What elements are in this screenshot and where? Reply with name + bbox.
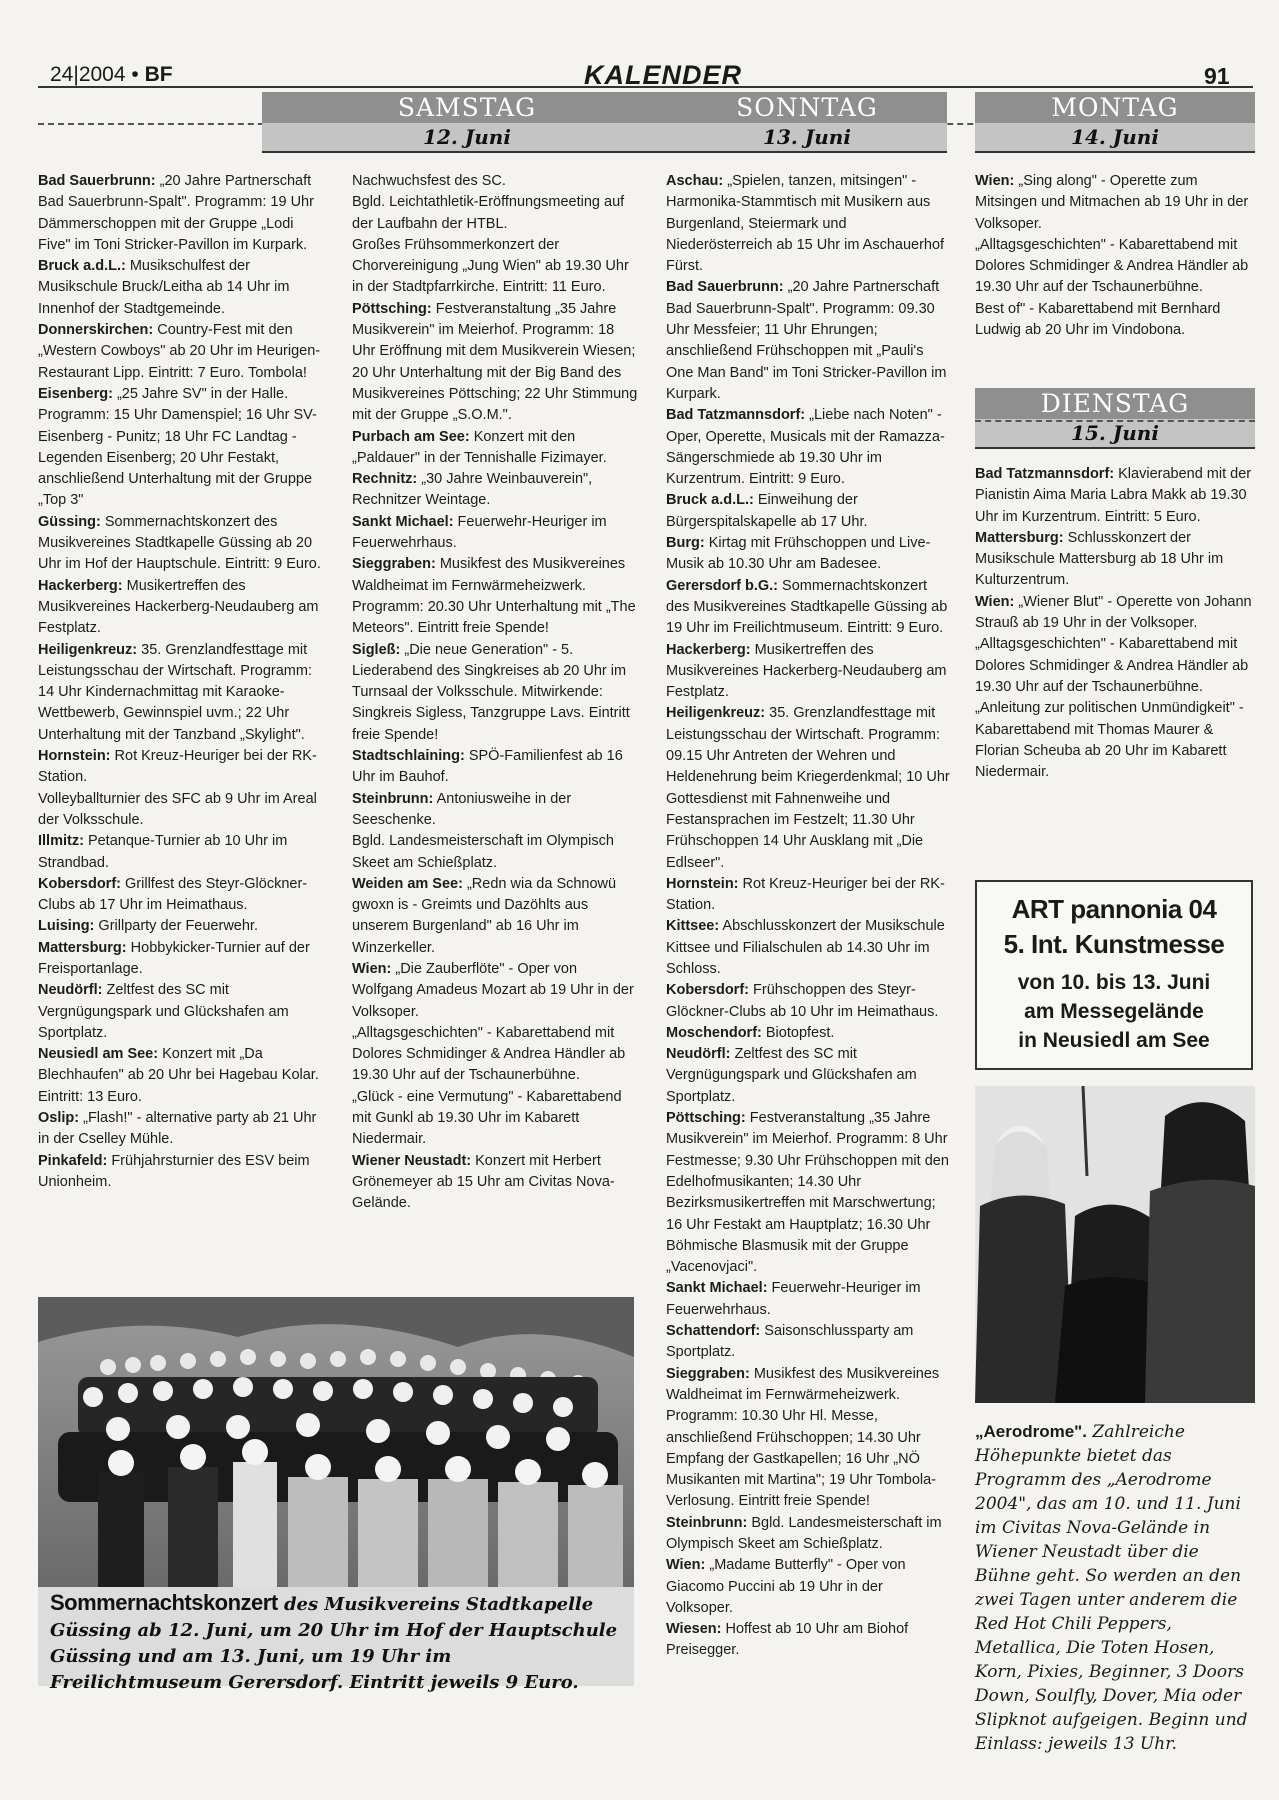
entry-place: Bruck a.d.L.: xyxy=(666,492,754,509)
entry-place: Aschau: xyxy=(666,173,724,189)
entry-place: Sankt Michael: xyxy=(352,513,454,530)
art-subtitle: 5. Int. Kunstmesse xyxy=(1003,929,1225,959)
entry-text: „Spielen, tanzen, mitsingen" - Harmonika-Stammtisch mit Musikern aus Burgenland, Steiermark und Niederösterreich ab 15 Uhr im Aschauerhof Fürst. xyxy=(666,173,945,275)
entry-text: Petanque-Turnier ab 10 Uhr im Strandbad. xyxy=(38,833,288,871)
calendar-entry xyxy=(38,1108,325,1151)
entry-text: Musikertreffen des Musikvereines Hackerberg-Neudauberg am Festplatz. xyxy=(666,641,947,701)
entry-text: Grillparty der Feuerwehr. xyxy=(94,918,258,935)
calendar-entry xyxy=(666,1555,952,1619)
entry-text: „Anleitung zur politischen Unmündigkeit" - Kabarettabend mit Thomas Maurer & Florian Scheuba ab 20 Uhr im Kabarett Niedermair. xyxy=(975,700,1244,781)
entry-text: „25 Jahre SV" in der Halle. Programm: 15 Uhr Damenspiel; 16 Uhr SV-Eisenberg - Punitz; 18 Uhr FC Landtag - Legenden Eisenberg; 20 Uhr Festakt, anschließend Unterhaltung mit der Gruppe „Top 3" xyxy=(38,385,317,509)
entry-place: Bad Sauerbrunn: xyxy=(666,279,784,296)
entry-place: Steinbrunn: xyxy=(666,1514,748,1531)
entry-text: Zeltfest des SC mit Vergnügungspark und Glückshafen am Sportplatz. xyxy=(666,1046,917,1105)
day-date: 15. Juni xyxy=(975,419,1255,449)
entry-place: Luising: xyxy=(38,918,95,935)
calendar-entry xyxy=(352,171,638,192)
calendar-entry xyxy=(975,464,1253,528)
entry-place: Hornstein: xyxy=(666,875,739,892)
entry-place: Wien: xyxy=(975,173,1015,189)
entry-place: Bruck a.d.L.: xyxy=(38,258,126,275)
aerodrome-caption-headline: „Aerodrome". xyxy=(975,1422,1087,1441)
calendar-entry xyxy=(975,698,1253,783)
entry-place: Pöttsching: xyxy=(666,1110,746,1127)
section-title: KALENDER xyxy=(584,60,743,90)
calendar-entry xyxy=(38,384,325,512)
calendar-entry xyxy=(38,640,325,746)
entry-text: Festveranstaltung „35 Jahre Musikverein" im Meierhof. Programm: 8 Uhr Festmesse; 9.30 Uhr Frühschoppen mit den Edelhofmusikanten; 14.30 Uhr Bezirksmusikertreffen mit Marschwertung; 16 Uhr Festakt am Hauptplatz; 16.30 Uhr Böhmische Blasmusik mit der Gruppe „Vacenovjaci". xyxy=(666,1110,949,1276)
entry-place: Oslip: xyxy=(38,1110,80,1127)
entry-text: Bgld. Leichtathletik-Eröffnungsmeeting auf der Laufbahn der HTBL. xyxy=(352,194,625,232)
calendar-entry xyxy=(666,916,952,980)
banner-dashed-rule-dienstag xyxy=(975,420,1255,422)
entry-place: Wien: xyxy=(975,593,1015,610)
entry-place: Kittsee: xyxy=(666,918,720,935)
entry-text: „Alltagsgeschichten" - Kabarettabend mit Dolores Schmidinger & Andrea Händler ab 19.30 Uhr auf der Tschaunerbühne. xyxy=(975,236,1249,296)
entry-text: Bgld. Landesmeisterschaft im Olympisch Skeet am Schießplatz. xyxy=(352,833,614,871)
calendar-entry xyxy=(975,634,1253,698)
calendar-entry xyxy=(38,789,325,832)
calendar-entry xyxy=(666,1023,952,1044)
entry-place: Stadtschlaining: xyxy=(352,748,465,765)
entry-text: Konzert mit Herbert Grönemeyer ab 15 Uhr am Civitas Nova-Gelände. xyxy=(352,1152,615,1212)
entry-place: Bad Tatzmannsdorf: xyxy=(975,466,1115,482)
entry-text: Bgld. Landesmeisterschaft im Olympisch Skeet am Schießplatz. xyxy=(666,1514,942,1552)
calendar-entry xyxy=(38,916,325,937)
entry-text: Musikertreffen des Musikvereines Hackerberg-Neudauberg am Festplatz. xyxy=(38,577,319,637)
calendar-entry xyxy=(352,1023,638,1087)
entry-text: 35. Grenzlandfesttage mit Leistungsschau der Wirtschaft. Programm: 14 Uhr Kindernachmittag mit Karaoke-Wettbewerb, Gewinnspiel uvm.; 22 Uhr Unterhaltung mit der Tanzband „Skylight". xyxy=(38,641,312,743)
aerodrome-caption-text: Zahlreiche Höhepunkte bietet das Programm des „Aerodrome 2004", das am 10. und 11. Juni im Civitas Nova-Gelände in Wiener Neustadt über die Bühne geht. So werden an den zwei Tagen unter anderem die Red Hot Chili Peppers, Metallica, Die Toten Hosen, Korn, Pixies, Beginner, 3 Doors Down, Soulfly, Dover, Mia oder Slipknot aufgeigen. Beginn und Einlass: jeweils 13 Uhr. xyxy=(975,1422,1248,1754)
calendar-entry xyxy=(666,533,952,576)
entry-text: Antoniusweihe in der Seeschenke. xyxy=(352,790,572,828)
calendar-entry xyxy=(352,235,638,299)
calendar-entry xyxy=(352,831,638,874)
calendar-entry xyxy=(666,1364,952,1513)
calendar-entry xyxy=(666,640,952,704)
calendar-entry xyxy=(666,171,952,277)
entry-place: Mattersburg: xyxy=(38,939,127,956)
entry-text: Frühschoppen des Steyr-Glöckner-Clubs ab 10 Uhr im Heimathaus. xyxy=(666,982,939,1020)
entry-place: Burg: xyxy=(666,535,705,552)
entry-place: Hackerberg: xyxy=(38,577,123,594)
calendar-entry xyxy=(666,1044,952,1108)
entry-place: Kobersdorf: xyxy=(38,875,121,892)
calendar-entry xyxy=(666,405,952,490)
entry-text: Hobbykicker-Turnier auf der Freisportanlage. xyxy=(38,939,310,977)
page-number: 91 xyxy=(1204,63,1230,89)
calendar-entry xyxy=(352,554,638,639)
musikverein-caption xyxy=(50,1590,624,1696)
entry-text: „Alltagsgeschichten" - Kabarettabend mit Dolores Schmidinger & Andrea Händler ab 19.30 Uhr auf der Tschaunerbühne. xyxy=(352,1024,626,1084)
entry-text: Einweihung der Bürgerspitalskapelle ab 17 Uhr. xyxy=(666,492,868,530)
entry-place: Heiligenkreuz: xyxy=(666,705,766,722)
aerodrome-photo xyxy=(975,1086,1255,1403)
entry-place: Güssing: xyxy=(38,513,101,530)
calendar-entry xyxy=(352,512,638,555)
calendar-entry xyxy=(352,1087,638,1151)
day-date: 12. Juni xyxy=(262,123,672,153)
calendar-entry xyxy=(666,1108,952,1278)
calendar-entry xyxy=(38,980,325,1044)
calendar-entry xyxy=(38,320,325,384)
entry-place: Wien: xyxy=(352,960,392,977)
entry-text: Konzert mit den „Paldauer" in der Tennishalle Fizimayer. xyxy=(352,428,607,466)
entry-place: Pinkafeld: xyxy=(38,1152,108,1169)
entry-text: Musikfest des Musikvereines Waldheimat im Fernwärmeheizwerk. Programm: 20.30 Uhr Unterhaltung mit „The Meteors". Eintritt freie Spende! xyxy=(352,556,636,637)
art-date-line: von 10. bis 13. Juni xyxy=(1017,971,1211,994)
entry-place: Sigleß: xyxy=(352,641,401,658)
calendar-entry xyxy=(666,1619,952,1662)
entry-place: Purbach am See: xyxy=(352,428,470,445)
day-banner-montag xyxy=(975,92,1255,153)
entry-text: Frühjahrsturnier des ESV beim Unionheim. xyxy=(38,1152,310,1190)
musikverein-photo xyxy=(38,1297,634,1587)
entry-text: Festveranstaltung „35 Jahre Musikverein" im Meierhof. Programm: 18 Uhr Eröffnung mit dem Musikverein Wiesen; 20 Uhr Unterhaltung mit der Big Band des Musikvereines Pöttsching; 22 Uhr Stimmung mit der Gruppe „S.O.M.". xyxy=(352,300,638,424)
issue-number: 24|2004 xyxy=(50,63,126,86)
entry-text: Sommernachtskonzert des Musikvereines Stadtkapelle Güssing ab 20 Uhr im Hof der Hauptschule. Eintritt: 9 Euro. xyxy=(38,513,321,573)
entry-place: Neudörfl: xyxy=(38,982,103,999)
column-samstag-2 xyxy=(352,171,638,1215)
entry-place: Rechnitz: xyxy=(352,471,418,488)
issue-label xyxy=(50,63,173,87)
day-date: 14. Juni xyxy=(975,123,1255,153)
musikverein-caption-text: des Musikvereins Stadtkapelle Güssing ab 12. Juni, um 20 Uhr im Hof der Hauptschule Güssing und am 13. Juni, um 19 Uhr im Freilichtmuseum Gerersdorf. Eintritt jeweils 9 Euro. xyxy=(50,1594,618,1693)
entry-text: „Sing along" - Operette zum Mitsingen und Mitmachen ab 19 Uhr in der Volksoper. xyxy=(975,173,1249,232)
calendar-entry xyxy=(666,1278,952,1321)
entry-text: „Wiener Blut" - Operette von Johann Strauß ab 19 Uhr in der Volksoper. xyxy=(975,593,1252,632)
entry-place: Sankt Michael: xyxy=(666,1280,768,1297)
entry-text: „30 Jahre Weinbauverein", Rechnitzer Weintage. xyxy=(352,471,593,509)
calendar-entry xyxy=(352,427,638,470)
entry-text: Rot Kreuz-Heuriger bei der RK-Station. xyxy=(666,875,945,914)
entry-text: Volleyballturnier des SFC ab 9 Uhr im Areal der Volksschule. xyxy=(38,790,317,828)
entry-text: Kirtag mit Frühschoppen und Live-Musik ab 10.30 Uhr am Badesee. xyxy=(666,535,931,573)
day-name: SAMSTAG xyxy=(262,92,672,123)
calendar-entry xyxy=(666,490,952,533)
entry-text: „20 Jahre Partnerschaft Bad Sauerbrunn-Spalt". Programm: 19 Uhr Dämmerschoppen mit der Gruppe „Lodi Five" im Toni Stricker-Pavillon im Kurpark. xyxy=(38,173,314,253)
entry-text: Best of" - Kabarettabend mit Bernhard Ludwig ab 20 Uhr im Vindobona. xyxy=(975,300,1221,339)
calendar-entry xyxy=(352,192,638,235)
day-banner-sonntag xyxy=(667,92,947,153)
entry-text: Abschlusskonzert der Musikschule Kittsee und Filialschulen ab 14.30 Uhr im Schloss. xyxy=(666,918,945,977)
calendar-entry xyxy=(352,299,638,427)
calendar-entry xyxy=(352,789,638,832)
column-samstag-1 xyxy=(38,171,325,1193)
entry-text: Saisonschlussparty am Sportplatz. xyxy=(666,1323,914,1361)
calendar-entry xyxy=(352,959,638,1023)
calendar-entry xyxy=(666,277,952,405)
calendar-entry xyxy=(975,528,1253,592)
art-title: ART pannonia 04 xyxy=(1011,894,1217,924)
magazine-name: BF xyxy=(144,63,173,86)
calendar-entry xyxy=(38,1151,325,1194)
calendar-entry xyxy=(666,1321,952,1364)
column-dienstag xyxy=(975,464,1253,783)
entry-text: Musikfest des Musikvereines Waldheimat im Fernwärmeheizwerk. Programm: 10.30 Uhr Hl. Messe, anschließend Frühschoppen; 14.30 Uhr Empfang der Gastkapellen; 16 Uhr „NÖ Musikanten mit Martina"; 19 Uhr Tombola-Verlosung. Eintritt freie Spende! xyxy=(666,1365,940,1510)
column-montag xyxy=(975,171,1253,341)
calendar-entry xyxy=(352,469,638,512)
entry-text: Zeltfest des SC mit Vergnügungspark und Glückshafen am Sportplatz. xyxy=(38,982,289,1041)
entry-place: Bad Sauerbrunn: xyxy=(38,173,156,189)
entry-text: Konzert mit „Da Blechhaufen" ab 20 Uhr bei Hagebau Kolar. Eintritt: 13 Euro. xyxy=(38,1046,319,1105)
art-venue-line: am Messegelände xyxy=(1024,1000,1204,1023)
entry-text: „Liebe nach Noten" - Oper, Operette, Musicals mit der Ramazza-Sängerschmiede ab 19.30 Uhr im Kurzentrum. Eintritt: 9 Euro. xyxy=(666,407,945,488)
entry-text: Nachwuchsfest des SC. xyxy=(352,173,506,189)
calendar-entry xyxy=(38,256,325,320)
entry-text: Großes Frühsommerkonzert der Chorvereinigung „Jung Wien" ab 19.30 Uhr in der Stadtpfarrkirche. Eintritt: 11 Euro. xyxy=(352,236,629,296)
day-name: SONNTAG xyxy=(667,92,947,123)
entry-place: Donnerskirchen: xyxy=(38,322,154,339)
entry-text: Musikschulfest der Musikschule Bruck/Leitha ab 14 Uhr im Innenhof der Stadtgemeinde. xyxy=(38,258,290,317)
entry-text: „Flash!" - alternative party ab 21 Uhr in der Cselley Mühle. xyxy=(38,1110,317,1148)
entry-text: Hoffest ab 10 Uhr am Biohof Preisegger. xyxy=(666,1621,909,1659)
entry-place: Gerersdorf b.G.: xyxy=(666,577,778,594)
musikverein-caption-headline: Sommernachtskonzert xyxy=(50,1590,278,1615)
entry-place: Mattersburg: xyxy=(975,529,1064,546)
entry-text: 35. Grenzlandfesttage mit Leistungsschau der Wirtschaft. Programm: 09.15 Uhr Antreten der Wehren und Heldenehrung beim Kriegerdenkmal; 10 Uhr Gottesdienst mit Fahnenweihe und Festansprachen im Festzelt; 11.30 Uhr Frühschoppen 14 Uhr Ausklang mit „Die Edlseer". xyxy=(666,705,950,871)
entry-text: SPÖ-Familienfest ab 16 Uhr im Bauhof. xyxy=(352,748,623,786)
aerodrome-photo-image xyxy=(975,1086,1255,1403)
calendar-entry xyxy=(666,576,952,640)
issue-bullet: • xyxy=(131,63,139,86)
entry-text: Biotopfest. xyxy=(761,1024,835,1041)
calendar-entry xyxy=(38,746,325,789)
art-town-line: in Neusiedl am See xyxy=(1018,1029,1210,1052)
entry-place: Weiden am See: xyxy=(352,875,463,892)
entry-text: Rot Kreuz-Heuriger bei der RK-Station. xyxy=(38,748,317,786)
entry-text: Country-Fest mit den „Western Cowboys" ab 20 Uhr im Heurigen-Restaurant Lipp. Eintritt: 7 Euro. Tombola! xyxy=(38,322,321,381)
entry-text: Klavierabend mit der Pianistin Aima Maria Labra Makk ab 19.30 Uhr im Kurzentrum. Eintritt: 5 Euro. xyxy=(975,466,1252,525)
day-name: DIENSTAG xyxy=(975,388,1255,419)
entry-place: Eisenberg: xyxy=(38,385,113,402)
calendar-entry xyxy=(975,592,1253,635)
entry-place: Pöttsching: xyxy=(352,300,432,317)
entry-place: Bad Tatzmannsdorf: xyxy=(666,407,806,424)
entry-place: Kobersdorf: xyxy=(666,982,749,999)
entry-place: Wiener Neustadt: xyxy=(352,1152,472,1169)
calendar-entry xyxy=(38,1044,325,1108)
calendar-entry xyxy=(352,1151,638,1215)
entry-place: Heiligenkreuz: xyxy=(38,641,138,658)
entry-text: „Die Zauberflöte" - Oper von Wolfgang Amadeus Mozart ab 19 Uhr in der Volksoper. xyxy=(352,960,634,1020)
entry-text: Sommernachtskonzert des Musikvereines Stadtkapelle Güssing ab 19 Uhr im Freilichtmuseum. Eintritt: 9 Euro. xyxy=(666,577,948,637)
entry-place: Sieggraben: xyxy=(666,1365,750,1382)
calendar-entry xyxy=(352,874,638,959)
entry-text: Feuerwehr-Heuriger im Feuerwehrhaus. xyxy=(666,1280,921,1318)
calendar-entry xyxy=(38,938,325,981)
calendar-entry xyxy=(666,980,952,1023)
header-rule xyxy=(38,86,1253,88)
day-date: 13. Juni xyxy=(667,123,947,153)
entry-text: „Madame Butterfly" - Oper von Giacomo Puccini ab 19 Uhr in der Volksoper. xyxy=(666,1557,906,1616)
calendar-entry xyxy=(38,874,325,917)
day-name: MONTAG xyxy=(975,92,1255,123)
entry-text: „Die neue Generation" - 5. Liederabend des Singkreises ab 20 Uhr im Turnsaal der Volksschule. Mitwirkende: Singkreis Sigless, Tanzgruppe Lavs. Eintritt freie Spende! xyxy=(352,641,630,743)
calendar-entry xyxy=(352,746,638,789)
entry-place: Wien: xyxy=(666,1557,706,1574)
day-banner-dienstag xyxy=(975,388,1255,449)
entry-text: „Alltagsgeschichten" - Kabarettabend mit Dolores Schmidinger & Andrea Händler ab 19.30 Uhr auf der Tschaunerbühne. xyxy=(975,636,1249,695)
aerodrome-caption xyxy=(975,1420,1251,1756)
calendar-entry xyxy=(975,299,1253,342)
calendar-entry xyxy=(352,640,638,746)
calendar-entry xyxy=(666,874,952,917)
art-dates xyxy=(977,968,1251,1055)
entry-place: Neudörfl: xyxy=(666,1046,731,1063)
calendar-entry xyxy=(666,1513,952,1556)
entry-place: Hackerberg: xyxy=(666,641,751,658)
calendar-entry xyxy=(38,576,325,640)
entry-place: Neusiedl am See: xyxy=(38,1046,159,1063)
calendar-entry xyxy=(38,831,325,874)
calendar-entry xyxy=(975,171,1253,235)
calendar-entry xyxy=(975,235,1253,299)
calendar-entry xyxy=(666,703,952,873)
calendar-entry xyxy=(38,512,325,576)
entry-place: Schattendorf: xyxy=(666,1323,761,1340)
entry-text: „Glück - eine Vermutung" - Kabarettabend mit Gunkl ab 19.30 Uhr im Kabarett Niedermair. xyxy=(352,1088,622,1148)
entry-place: Steinbrunn: xyxy=(352,790,434,807)
entry-text: „Redn wia da Schnowü gwoxn is - Greimts und Dazöhlts aus unserem Burgenland" ab 16 Uhr im Winzerkeller. xyxy=(352,875,617,956)
column-sonntag xyxy=(666,171,952,1662)
calendar-entry xyxy=(38,171,325,256)
entry-place: Hornstein: xyxy=(38,748,111,765)
entry-text: Feuerwehr-Heuriger im Feuerwehrhaus. xyxy=(352,513,607,552)
entry-place: Sieggraben: xyxy=(352,556,436,573)
entry-text: Schlusskonzert der Musikschule Mattersburg ab 18 Uhr im Kulturzentrum. xyxy=(975,529,1224,589)
entry-text: Grillfest des Steyr-Glöckner-Clubs ab 17 Uhr im Heimathaus. xyxy=(38,875,308,914)
entry-place: Illmitz: xyxy=(38,833,84,850)
entry-place: Wiesen: xyxy=(666,1621,722,1638)
entry-text: „20 Jahre Partnerschaft Bad Sauerbrunn-Spalt". Programm: 09.30 Uhr Messfeier; 11 Uhr Ehrungen; anschließend Frühschoppen mit „Pauli's One Man Band" im Toni Stricker-Pavillon im Kurpark. xyxy=(666,279,947,402)
entry-place: Moschendorf: xyxy=(666,1024,762,1041)
art-pannonia-box xyxy=(975,880,1253,1070)
day-banner-samstag xyxy=(262,92,672,153)
